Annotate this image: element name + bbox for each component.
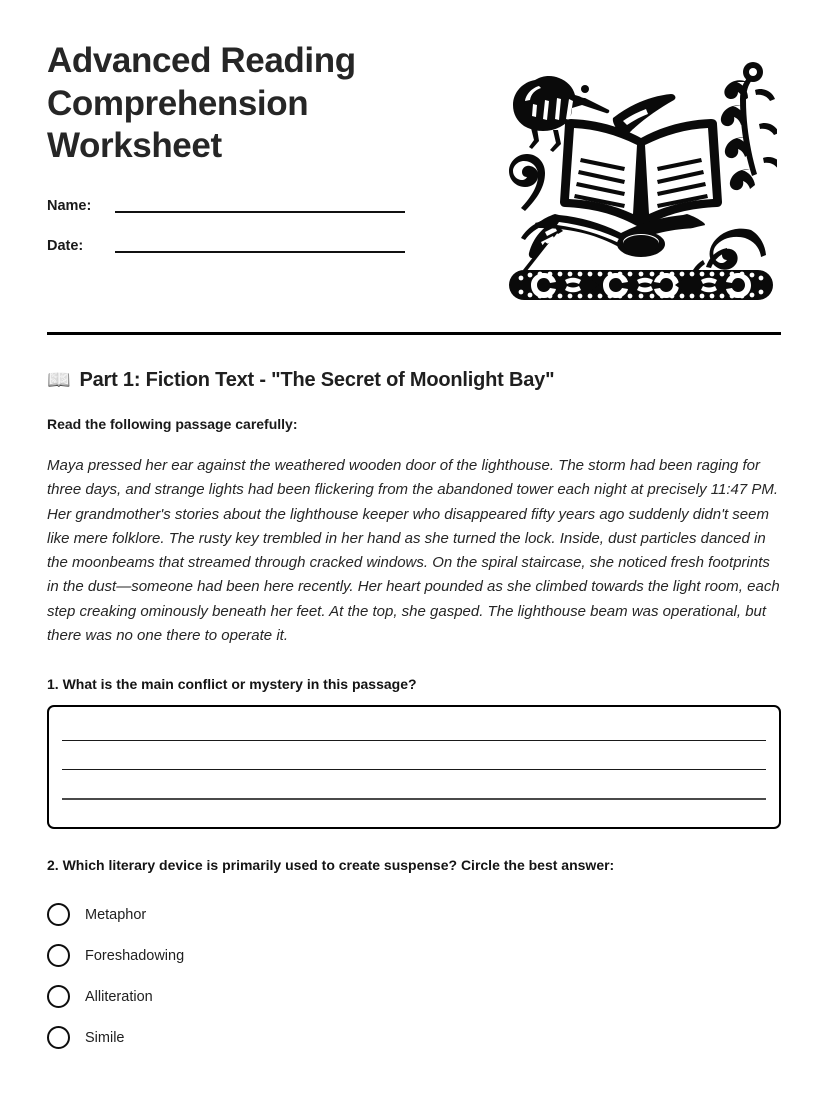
option-label: Metaphor (85, 906, 147, 923)
option-label: Simile (85, 1029, 125, 1046)
question-1-answer-box[interactable] (47, 705, 781, 829)
header-divider-rule (47, 332, 781, 335)
scroll-flourish-left-icon (509, 154, 545, 211)
option-foreshadowing[interactable] (47, 944, 781, 967)
ornamental-border-band (509, 270, 773, 300)
open-book-woodcut-illustration (501, 42, 781, 304)
date-field-row (47, 238, 467, 256)
answer-write-line[interactable] (62, 769, 766, 770)
radio-circle-icon[interactable] (47, 903, 70, 926)
date-field-label: Date: (47, 238, 84, 255)
option-simile[interactable] (47, 1026, 781, 1049)
worksheet-header (47, 0, 781, 304)
radio-circle-icon[interactable] (47, 1026, 70, 1049)
reading-instruction: Read the following passage carefully: (47, 416, 298, 432)
question-2-text: 2. Which literary device is primarily used to create suspense? Circle the best answer: (47, 857, 615, 874)
part-1-heading (47, 369, 781, 392)
date-input-line[interactable] (115, 251, 405, 253)
part-1-heading-label: Part 1: Fiction Text - "The Secret of Moonlight Bay" (79, 369, 555, 391)
fern-vine-right-icon (721, 62, 777, 190)
name-input-line[interactable] (115, 211, 405, 213)
name-field-row (47, 198, 467, 216)
answer-write-line[interactable] (62, 798, 766, 800)
option-label: Foreshadowing (85, 947, 185, 964)
question-1-text: 1. What is the main conflict or mystery in this passage? (47, 676, 417, 693)
header-text-block (47, 40, 467, 256)
option-label: Alliteration (85, 988, 153, 1005)
open-book-icon (537, 119, 725, 257)
radio-circle-icon[interactable] (47, 985, 70, 1008)
answer-write-line[interactable] (62, 740, 766, 741)
option-alliteration[interactable] (47, 985, 781, 1008)
option-metaphor[interactable] (47, 903, 781, 926)
open-book-emoji-icon: 📖 (47, 370, 71, 391)
fiction-passage-text: Maya pressed her ear against the weathered wooden door of the lighthouse. The storm had been raging for three days, and strange lights had been flickering from the abandoned tower each night at precisely 11:47 PM. Her grandmother's stories about the lighthouse keeper who disappeared fifty years ago suddenly didn't seem like mere folklore. The rusty key trembled in her hand as she turned the lock. Inside, dust particles danced in the moonbeams that streamed through cracked windows. On the spiral staircase, she noticed fresh footprints in the dust—someone had been here recently. Her heart pounded as she climbed towards the light room, each step creaking ominously beneath her feet. At the top, she gasped. The lighthouse beam was operational, but there was no one there to operate it. (47, 457, 780, 645)
page-title: Advanced Reading Comprehension Worksheet (47, 41, 356, 166)
radio-circle-icon[interactable] (47, 944, 70, 967)
name-field-label: Name: (47, 198, 92, 215)
question-2-options (47, 903, 781, 1049)
